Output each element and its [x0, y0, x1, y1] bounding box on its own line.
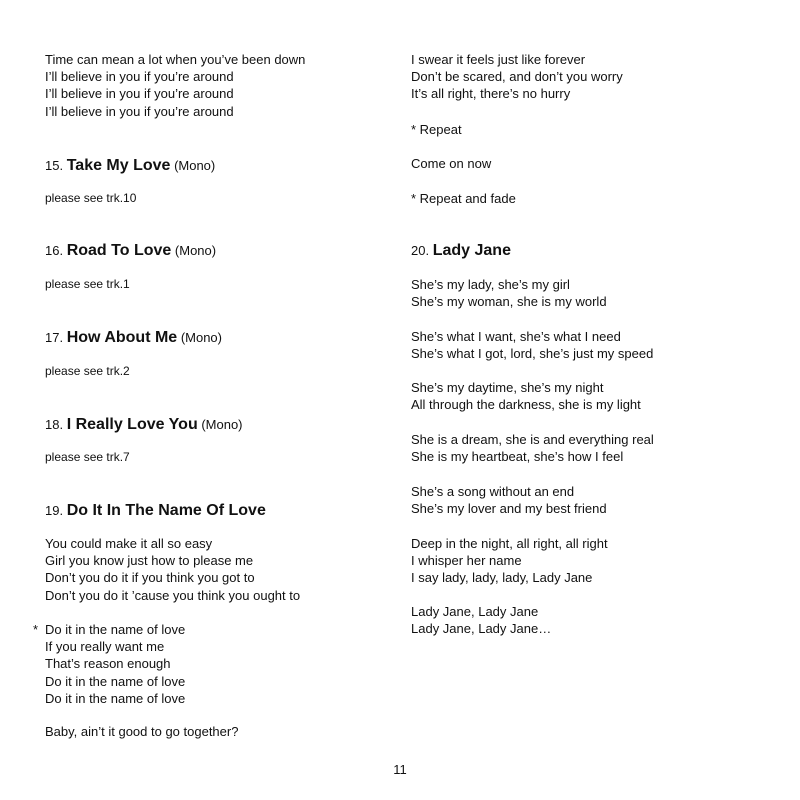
lyric-line: I’ll believe in you if you’re around — [45, 86, 234, 102]
continued-lyrics — [411, 51, 623, 103]
lyric-line: That’s reason enough — [45, 656, 171, 672]
track-title: Road To Love — [66, 242, 172, 259]
track-18-note: please see trk.7 — [45, 450, 130, 464]
track-number: 20. — [411, 243, 430, 258]
track-suffix: (Mono) — [170, 158, 216, 173]
stanza — [411, 535, 608, 587]
lyric-line: Deep in the night, all right, all right — [411, 536, 608, 551]
repeat-note: * Repeat — [411, 122, 462, 137]
track-title: Do It In The Name Of Love — [66, 502, 266, 519]
track-title: Lady Jane — [432, 242, 511, 259]
lyric-line: All through the darkness, she is my light — [411, 397, 641, 413]
stanza — [411, 379, 641, 413]
track-title: Take My Love — [66, 157, 171, 174]
lyric-line: I whisper her name — [411, 553, 522, 569]
track-title: I Really Love You — [66, 416, 198, 433]
lyric-line: Do it in the name of love — [45, 690, 186, 706]
stanza — [411, 483, 607, 517]
track-number: 19. — [45, 503, 64, 518]
track-17-note: please see trk.2 — [45, 364, 130, 378]
lyric-line: She’s what I got, lord, she’s just my speed — [411, 346, 654, 362]
come-on-line: Come on now — [411, 156, 492, 171]
track-18-heading — [45, 416, 243, 434]
track-number: 15. — [45, 158, 64, 173]
stanza — [411, 603, 551, 637]
lyric-line: She is my heartbeat, she’s how I feel — [411, 449, 624, 465]
track-number: 18. — [45, 417, 64, 432]
lyric-line: Lady Jane, Lady Jane — [411, 604, 539, 619]
lyric-line: I swear it feels just like forever — [411, 52, 586, 67]
lyric-line: Don’t you do it ’cause you think you ought to — [45, 587, 301, 603]
track-19-outro: Baby, ain’t it good to go together? — [45, 724, 239, 739]
track-16-heading — [45, 242, 216, 260]
lyric-line: Lady Jane, Lady Jane… — [411, 621, 552, 637]
lyric-line: I’ll believe in you if you’re around — [45, 69, 234, 85]
lyric-line: She’s my daytime, she’s my night — [411, 380, 604, 395]
lyric-line: She is a dream, she is and everything real — [411, 432, 654, 447]
stanza — [411, 328, 653, 362]
lyric-line — [33, 621, 186, 638]
lyric-line: She’s a song without an end — [411, 484, 575, 499]
track-suffix: (Mono) — [177, 330, 222, 345]
stanza — [411, 276, 607, 310]
lyric-line: If you really want me — [45, 639, 165, 655]
intro-lyrics — [45, 51, 305, 120]
chorus-marker: * — [33, 622, 39, 637]
lyric-line: She’s my woman, she is my world — [411, 294, 607, 310]
track-number: 17. — [45, 330, 64, 345]
lyric-line: She’s what I want, she’s what I need — [411, 329, 621, 344]
stanza — [411, 431, 654, 465]
track-19-chorus — [33, 621, 186, 707]
lyric-line: Don’t be scared, and don’t you worry — [411, 69, 623, 85]
track-20-heading — [411, 242, 511, 260]
lyric-line: I say lady, lady, lady, Lady Jane — [411, 570, 593, 586]
repeat-fade-note: * Repeat and fade — [411, 191, 516, 206]
lyric-line: Do it in the name of love — [45, 673, 186, 689]
lyric-line: She’s my lover and my best friend — [411, 501, 607, 517]
lyric-line: She’s my lady, she’s my girl — [411, 277, 570, 292]
lyric-line: You could make it all so easy — [45, 536, 213, 551]
track-suffix: (Mono) — [197, 417, 243, 432]
lyric-line: Girl you know just how to please me — [45, 553, 254, 569]
lyric-line: Don’t you do it if you think you got to — [45, 570, 255, 586]
track-16-note: please see trk.1 — [45, 277, 130, 291]
track-15-note: please see trk.10 — [45, 191, 137, 205]
track-15-heading — [45, 157, 215, 175]
lyric-line: Time can mean a lot when you’ve been down — [45, 52, 306, 67]
track-17-heading — [45, 329, 222, 347]
track-19-heading — [45, 502, 266, 520]
lyric-text: Do it in the name of love — [45, 622, 186, 637]
track-number: 16. — [45, 243, 64, 258]
lyric-line: It’s all right, there’s no hurry — [411, 86, 571, 102]
lyric-line: I’ll believe in you if you’re around — [45, 103, 234, 119]
track-title: How About Me — [66, 329, 178, 346]
track-19-verse — [45, 535, 300, 604]
track-suffix: (Mono) — [171, 243, 217, 258]
page-number: 11 — [393, 762, 407, 777]
